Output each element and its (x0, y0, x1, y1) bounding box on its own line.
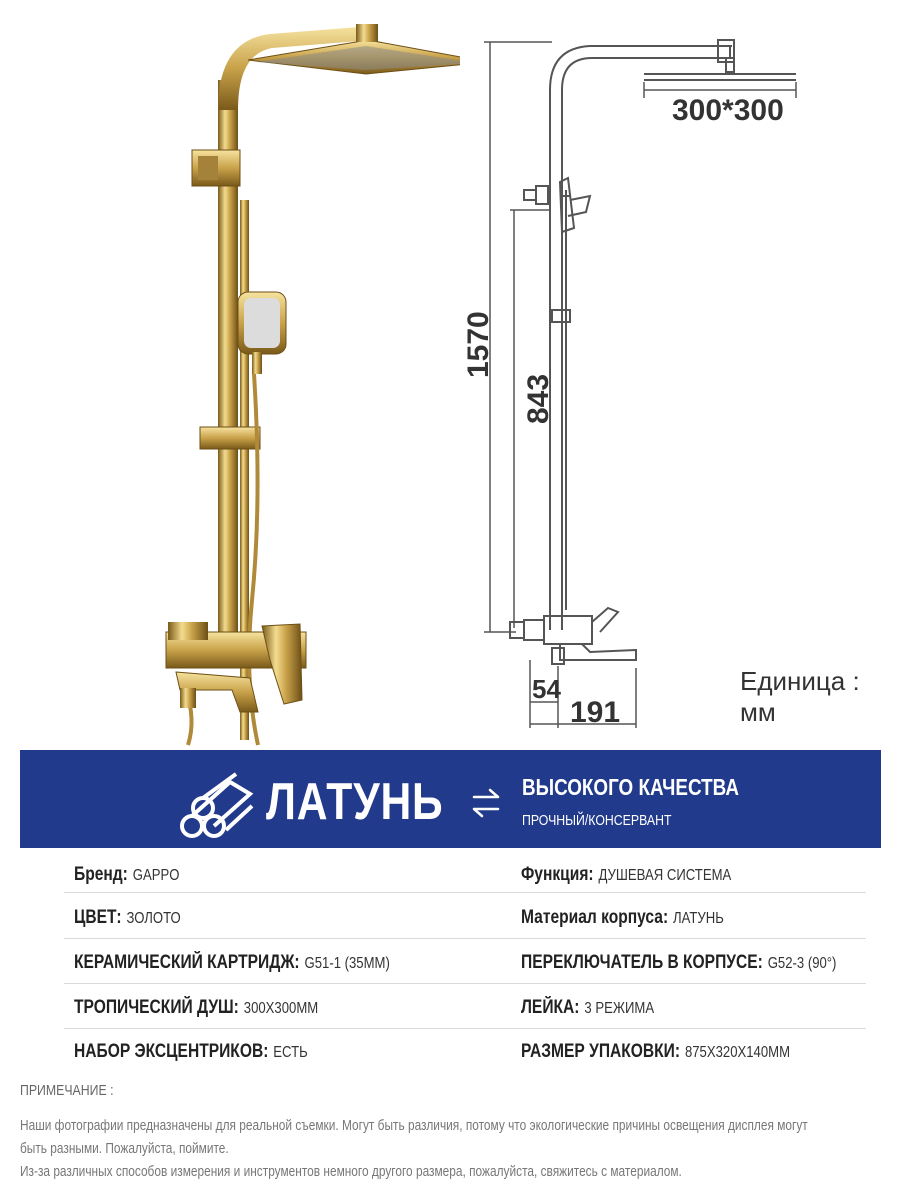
dim-bar-height: 843 (522, 373, 555, 424)
banner-tagline: ПРОЧНЫЙ/КОНСЕРВАНТ (522, 812, 672, 829)
drawing-riser (550, 46, 732, 630)
spec-row: ЦВЕТ: ЗОЛОТО (74, 907, 181, 928)
spec-row: ПЕРЕКЛЮЧАТЕЛЬ В КОРПУСЕ: G52-3 (90°) (521, 952, 837, 973)
spec-row: НАБОР ЭКСЦЕНТРИКОВ: ЕСТЬ (74, 1041, 308, 1062)
brass-bars-icon (178, 770, 258, 840)
swap-arrows-icon (468, 786, 504, 820)
row-divider (64, 892, 866, 893)
spec-row: ТРОПИЧЕСКИЙ ДУШ: 300X300MM (74, 997, 319, 1018)
slide-holder (200, 427, 260, 449)
note-line: Из-за различных способов измерения и инструментов немного другого размера, пожалуйста, свяжитесь с материалом. (20, 1164, 682, 1180)
spec-row: РАЗМЕР УПАКОВКИ: 875X320X140MM (521, 1041, 790, 1062)
dimension-drawing (440, 0, 900, 750)
spec-row: Функция: ДУШЕВАЯ СИСТЕМА (521, 864, 732, 885)
spec-row: Бренд: GAPPO (74, 864, 180, 885)
note-line: Наши фотографии предназначены для реальной съемки. Могут быть различия, потому что экологические причины освещения дисплея могут (20, 1118, 808, 1134)
product-photo (0, 0, 460, 750)
dim-wall-offset: 54 (532, 674, 561, 704)
row-divider (64, 938, 866, 939)
banner-subtitle: ВЫСОКОГО КАЧЕСТВА (522, 774, 739, 800)
row-divider (64, 983, 866, 984)
drawing-bracket (536, 186, 548, 204)
unit-label: Единица : мм (740, 666, 860, 727)
note-line: быть разными. Пожалуйста, поймите. (20, 1141, 229, 1157)
note-title: ПРИМЕЧАНИЕ : (20, 1082, 114, 1099)
drawing-spout (560, 644, 636, 660)
row-divider (64, 1028, 866, 1029)
spec-row: КЕРАМИЧЕСКИЙ КАРТРИДЖ: G51-1 (35MM) (74, 952, 390, 973)
spec-row: ЛЕЙКА: 3 РЕЖИМА (521, 997, 655, 1018)
dim-total-height: 1570 (462, 311, 495, 378)
dim-spout-length: 191 (570, 696, 621, 729)
dim-head-size: 300*300 (672, 94, 784, 127)
spec-row: Материал корпуса: ЛАТУНЬ (521, 907, 724, 928)
drawing-mixer (544, 616, 592, 644)
banner-title: ЛАТУНЬ (266, 773, 444, 831)
